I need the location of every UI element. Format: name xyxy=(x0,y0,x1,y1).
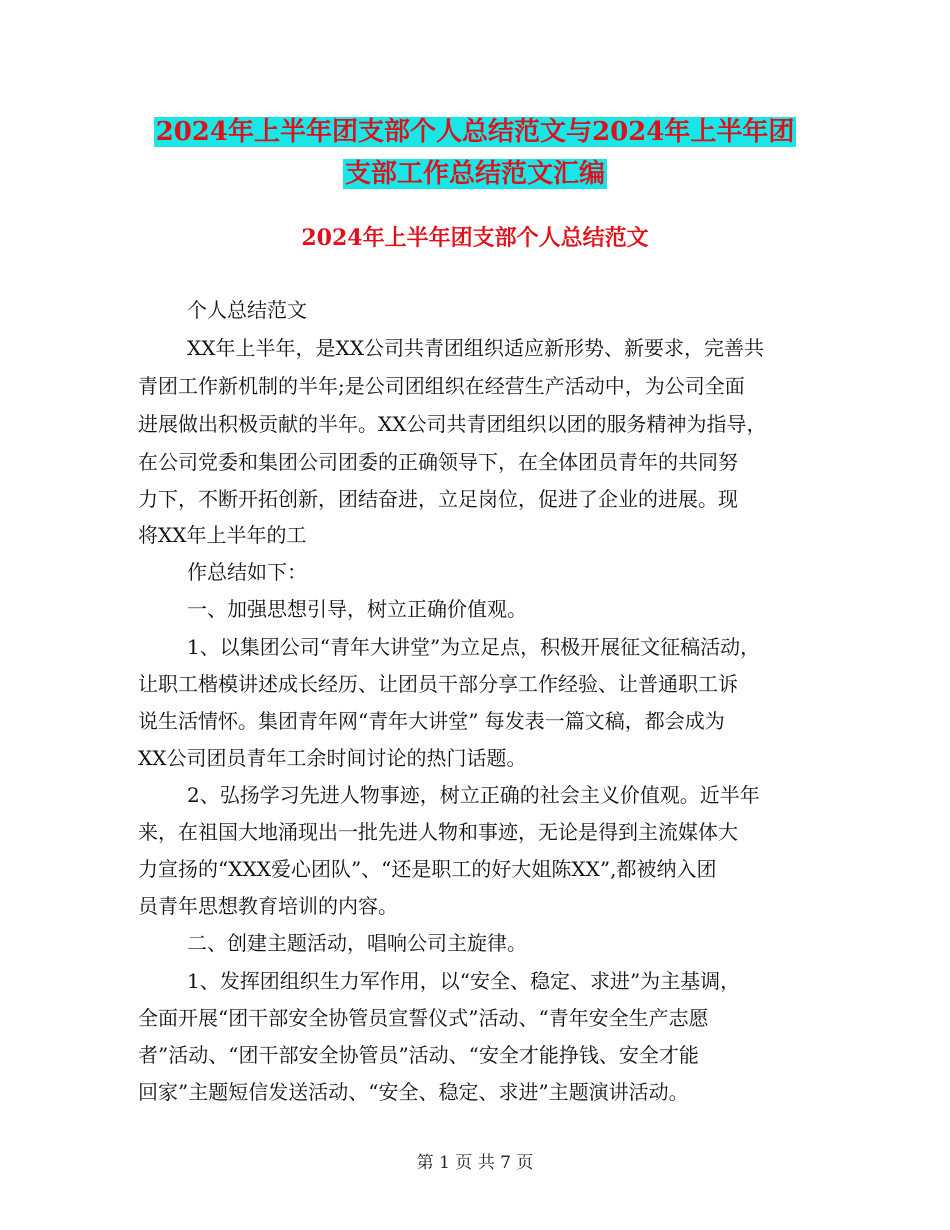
title-highlight-2: 支部工作总结范文汇编 xyxy=(344,159,605,189)
paragraph-line: 力下，不断开拓创新，团结奋进，立足岗位，促进了企业的进展。现 xyxy=(138,487,738,511)
paragraph-line: 2、弘扬学习先进人物事迹，树立正确的社会主义价值观。近半年 xyxy=(187,783,760,807)
paragraph-line: 青团工作新机制的半年;是公司团组织在经营生产活动中，为公司全面 xyxy=(138,374,745,398)
document-title-line-2 xyxy=(0,152,950,196)
paragraph-line: 在公司党委和集团公司团委的正确领导下，在全体团员青年的共同努 xyxy=(138,450,738,474)
paragraph-line: 全面开展“团干部安全协管员宣誓仪式”活动、“青年安全生产志愿 xyxy=(138,1006,709,1030)
paragraph-line: 者”活动、“团干部安全协管员”活动、“安全才能挣钱、安全才能 xyxy=(138,1043,699,1067)
paragraph-line: 作总结如下： xyxy=(187,560,307,584)
document-title-line-1 xyxy=(0,110,950,154)
paragraph-line: 让职工楷模讲述成长经历、让团员干部分享工作经验、让普通职工诉 xyxy=(138,672,738,696)
paragraph-line: 进展做出积极贡献的半年。XX公司共青团组织以团的服务精神为指导， xyxy=(138,412,767,436)
paragraph-line: 说生活情怀。集团青年网“青年大讲堂” 每发表一篇文稿，都会成为 xyxy=(138,709,725,733)
paragraph-line: 1、发挥团组织生力军作用，以“安全、稳定、求进”为主基调， xyxy=(187,969,741,993)
title-highlight-1: 2024年上半年团支部个人总结范文与2024年上半年团 xyxy=(155,117,795,147)
page-number-footer: 第 1 页 共 7 页 xyxy=(416,1153,534,1173)
paragraph-line: 将XX年上半年的工 xyxy=(138,523,307,547)
paragraph-line: 1、以集团公司“青年大讲堂”为立足点，积极开展征文征稿活动， xyxy=(187,635,761,659)
paragraph-line: XX年上半年，是XX公司共青团组织适应新形势、新要求，完善共 xyxy=(187,336,764,360)
paragraph-line: XX公司团员青年工余时间讨论的热门话题。 xyxy=(138,746,527,770)
paragraph-line: 回家”主题短信发送活动、“安全、稳定、求进”主题演讲活动。 xyxy=(138,1080,689,1104)
heading-line: 二、创建主题活动，唱响公司主旋律。 xyxy=(187,931,527,955)
paragraph-line: 来，在祖国大地涌现出一批先进人物和事迹，无论是得到主流媒体大 xyxy=(138,820,738,844)
paragraph-line: 个人总结范文 xyxy=(187,298,307,322)
heading-line: 一、加强思想引导，树立正确价值观。 xyxy=(187,597,527,621)
section-title: 2024年上半年团支部个人总结范文 xyxy=(301,225,649,251)
paragraph-line: 力宣扬的“XXX爱心团队”、“还是职工的好大姐陈XX”,都被纳入团 xyxy=(138,857,717,881)
paragraph-line: 员青年思想教育培训的内容。 xyxy=(138,894,398,918)
